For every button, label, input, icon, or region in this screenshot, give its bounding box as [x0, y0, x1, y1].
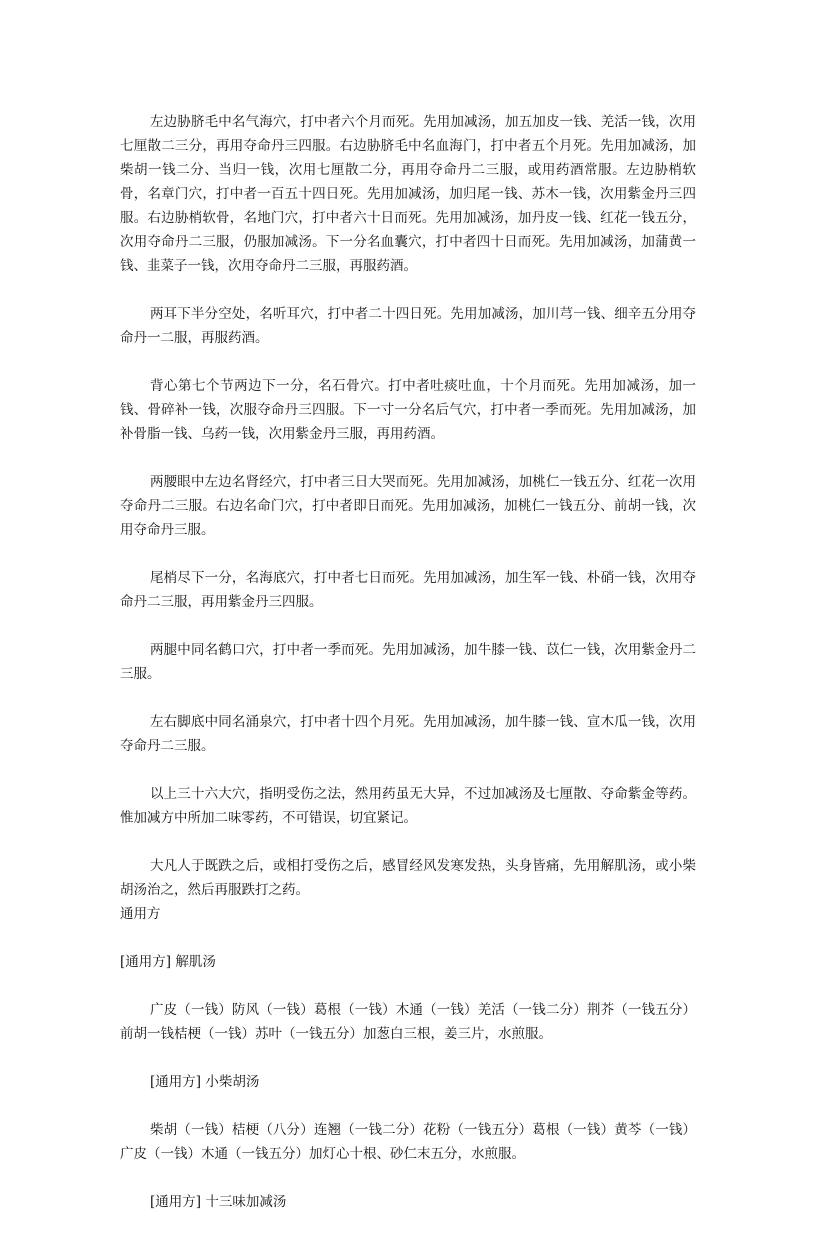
- section-title: 通用方: [120, 906, 161, 922]
- paragraph-qihai-acupoint: 左边胁脐毛中名气海穴，打中者六个月而死。先用加减汤，加五加皮一钱、羌活一钱，次用七厘散二三分，再用夺命丹三四服。右边胁脐毛中名血海门，打中者五个月死。先用加减汤，加柴胡一钱二分、当归一钱，次用七厘散二分，再用夺命丹二三服，或用药酒常服。左边胁梢软骨，名章门穴，打中者一百五十四日死。先用加减汤，加归尾一钱、苏木一钱，次用紫金丹三四服。右边胁梢软骨，名地门穴，打中者六十日而死。先用加减汤，加丹皮一钱、红花一钱五分，次用夺命丹二三服，仍服加减汤。下一分名血囊穴，打中者四十日而死。先用加减汤，加蒲黄一钱、韭菜子一钱，次用夺命丹二三服，再服药酒。: [120, 114, 696, 274]
- paragraph-yongquan-acupoint: 左右脚底中同名涌泉穴，打中者十四个月死。先用加减汤，加牛膝一钱、宣木瓜一钱，次用夺命丹二三服。: [120, 714, 696, 754]
- paragraph-tinger-acupoint: 两耳下半分空处，名听耳穴，打中者二十四日死。先用加减汤，加川芎一钱、细辛五分用夺命丹一二服，再服药酒。: [120, 306, 696, 346]
- formula-heading-xiaochaihu: [通用方] 小柴胡汤: [150, 1074, 260, 1090]
- paragraph-shigu-acupoint: 背心第七个节两边下一分，名石骨穴。打中者吐痰吐血，十个月而死。先用加减汤，加一钱、骨碎补一钱，次服夺命丹三四服。下一寸一分名后气穴，打中者一季而死。先用加减汤，加补骨脂一钱、乌药一钱，次用紫金丹三服，再用药酒。: [120, 378, 696, 442]
- paragraph-haidi-acupoint: 尾梢尽下一分，名海底穴，打中者七日而死。先用加减汤，加生军一钱、朴硝一钱，次用夺命丹二三服，再用紫金丹三四服。: [120, 570, 696, 610]
- formula-heading-jieji: [通用方] 解肌汤: [120, 954, 216, 970]
- paragraph-shenjing-acupoint: 两腰眼中左边名肾经穴，打中者三日大哭而死。先用加减汤，加桃仁一钱五分、红花一次用夺命丹二三服。右边名命门穴，打中者即日而死。先用加减汤，加桃仁一钱五分、前胡一钱，次用夺命丹三服。: [120, 474, 696, 538]
- paragraph-summary: 以上三十六大穴，指明受伤之法，然用药虽无大异，不过加减汤及七厘散、夺命紫金等药。惟加减方中所加二味零药，不可错误，切宜紧记。: [120, 786, 696, 826]
- paragraph-hekou-acupoint: 两腿中同名鹤口穴，打中者一季而死。先用加减汤，加牛膝一钱、苡仁一钱，次用紫金丹二三服。: [120, 642, 696, 682]
- paragraph-general-advice: 大凡人于既跌之后，或相打受伤之后，感冒经风发寒发热，头身皆痛，先用解肌汤，或小柴胡汤治之，然后再服跌打之药。: [120, 858, 696, 898]
- formula-heading-shisanwei: [通用方] 十三味加减汤: [150, 1194, 287, 1210]
- formula-body-xiaochaihu: 柴胡（一钱）桔梗（八分）连翘（一钱二分）花粉（一钱五分）葛根（一钱）黄芩（一钱）广皮（一钱）木通（一钱五分）加灯心十根、砂仁末五分，水煎服。: [120, 1122, 696, 1162]
- document-page: [120, 110, 696, 1238]
- formula-body-jieji: 广皮（一钱）防风（一钱）葛根（一钱）木通（一钱）羌活（一钱二分）荆芥（一钱五分）前胡一钱桔梗（一钱）苏叶（一钱五分）加葱白三根，姜三片，水煎服。: [120, 1002, 696, 1042]
